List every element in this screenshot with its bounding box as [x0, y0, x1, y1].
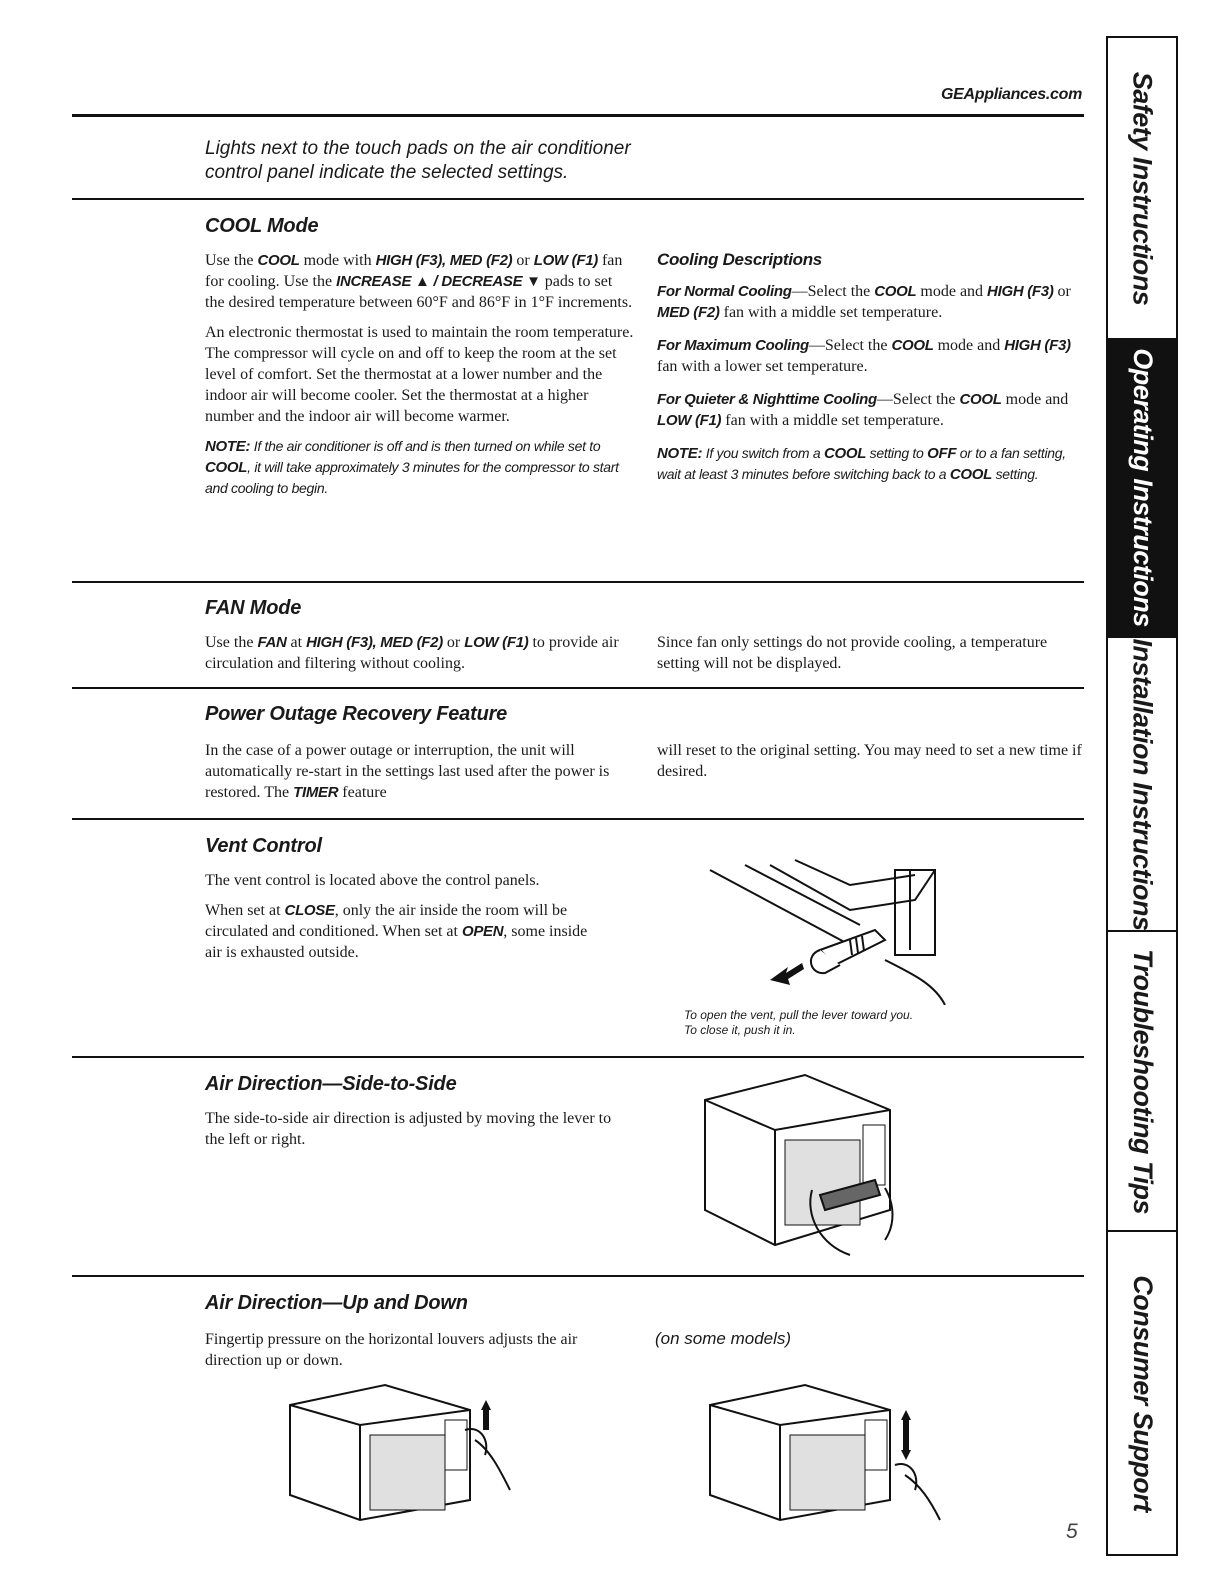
- cool-mode-para-2: An electronic thermostat is used to maintain the room temperature. The compressor will cycle on and off to keep the room at the set level of comfort. Set the thermostat at a lower number and the indoor air will become cooler. Set the thermostat at a higher number and the indoor air will become warmer.: [205, 324, 634, 425]
- side-to-side-text: The side-to-side air direction is adjusted by moving the lever to the left or right.: [205, 1110, 612, 1148]
- section-divider: [72, 581, 1084, 583]
- tab-operating-instructions[interactable]: Operating Instructions: [1108, 338, 1176, 636]
- vent-control-title: Vent Control: [205, 835, 322, 857]
- section-divider: [72, 818, 1084, 820]
- cooling-descriptions-note: NOTE: If you switch from a COOL setting to OFF or to a fan setting, wait at least 3 minutes before switching back to a COOL setting.: [657, 445, 1066, 483]
- quieter-cooling: For Quieter & Nighttime Cooling—Select the COOL mode and LOW (F1) fan with a middle set temperature.: [657, 391, 1069, 429]
- up-down-illustration-right: [705, 1380, 945, 1530]
- fan-mode-right: Since fan only settings do not provide cooling, a temperature setting will not be displayed.: [657, 634, 1048, 672]
- site-url: GEAppliances.com: [940, 86, 1082, 103]
- cool-mode-title: COOL Mode: [205, 215, 319, 237]
- intro-text: Lights next to the touch pads on the air conditioner control panel indicate the selected settings.: [205, 138, 631, 183]
- section-sidebar: [1106, 36, 1178, 1556]
- cooling-descriptions-body: [657, 281, 1072, 494]
- vent-caption: To open the vent, pull the lever toward you. To close it, push it in.: [684, 1008, 914, 1037]
- vent-lever-illustration: [700, 855, 960, 1005]
- normal-cooling: For Normal Cooling—Select the COOL mode and HIGH (F3) or MED (F2) fan with a middle set temperature.: [657, 283, 1071, 321]
- side-to-side-illustration: [700, 1070, 915, 1265]
- models-note: (on some models): [655, 1329, 792, 1348]
- tab-troubleshooting-tips[interactable]: Troubleshooting Tips: [1108, 930, 1176, 1230]
- fan-mode-left: Use the FAN at HIGH (F3), MED (F2) or LOW (F1) to provide air circulation and filtering without cooling.: [205, 634, 619, 672]
- section-divider: [72, 687, 1084, 689]
- maximum-cooling: For Maximum Cooling—Select the COOL mode and HIGH (F3) fan with a lower set temperature.: [657, 337, 1071, 375]
- cool-mode-para-1: Use the COOL mode with HIGH (F3), MED (F2) or LOW (F1) fan for cooling. Use the INCREASE ▲ / DECREASE ▼ pads to set the desired temperature between 60°F and 86°F in 1°F increments.: [205, 252, 633, 311]
- section-divider: [72, 1056, 1084, 1058]
- cool-mode-body: [205, 250, 635, 507]
- section-divider: [72, 198, 1084, 200]
- tab-installation-instructions[interactable]: Installation Instructions: [1108, 636, 1176, 930]
- power-outage-left: In the case of a power outage or interruption, the unit will automatically re-start in the settings last used after the power is restored. The TIMER feature: [205, 742, 610, 801]
- vent-control-para-1: The vent control is located above the control panels.: [205, 872, 540, 889]
- page-number: 5: [1066, 1520, 1078, 1543]
- header-rule: [72, 114, 1084, 117]
- tab-consumer-support[interactable]: Consumer Support: [1108, 1230, 1176, 1554]
- up-down-title: Air Direction—Up and Down: [205, 1292, 468, 1314]
- up-down-illustration-left: [285, 1380, 525, 1530]
- power-outage-right: will reset to the original setting. You may need to set a new time if desired.: [657, 742, 1082, 780]
- section-divider: [72, 1275, 1084, 1277]
- vent-control-para-2: When set at CLOSE, only the air inside the room will be circulated and conditioned. When set at OPEN, some inside air is exhausted outside.: [205, 902, 588, 961]
- power-outage-title: Power Outage Recovery Feature: [205, 703, 508, 725]
- fan-mode-title: FAN Mode: [205, 597, 302, 619]
- side-to-side-title: Air Direction—Side-to-Side: [205, 1073, 457, 1095]
- cooling-descriptions-title: Cooling Descriptions: [657, 250, 822, 269]
- tab-safety-instructions[interactable]: Safety Instructions: [1127, 71, 1158, 305]
- cool-mode-note: NOTE: If the air conditioner is off and is then turned on while set to COOL, it will take approximately 3 minutes for the compressor to start and cooling to begin.: [205, 438, 619, 496]
- up-down-text: Fingertip pressure on the horizontal louvers adjusts the air direction up or down.: [205, 1331, 578, 1369]
- vent-control-body: [205, 870, 600, 972]
